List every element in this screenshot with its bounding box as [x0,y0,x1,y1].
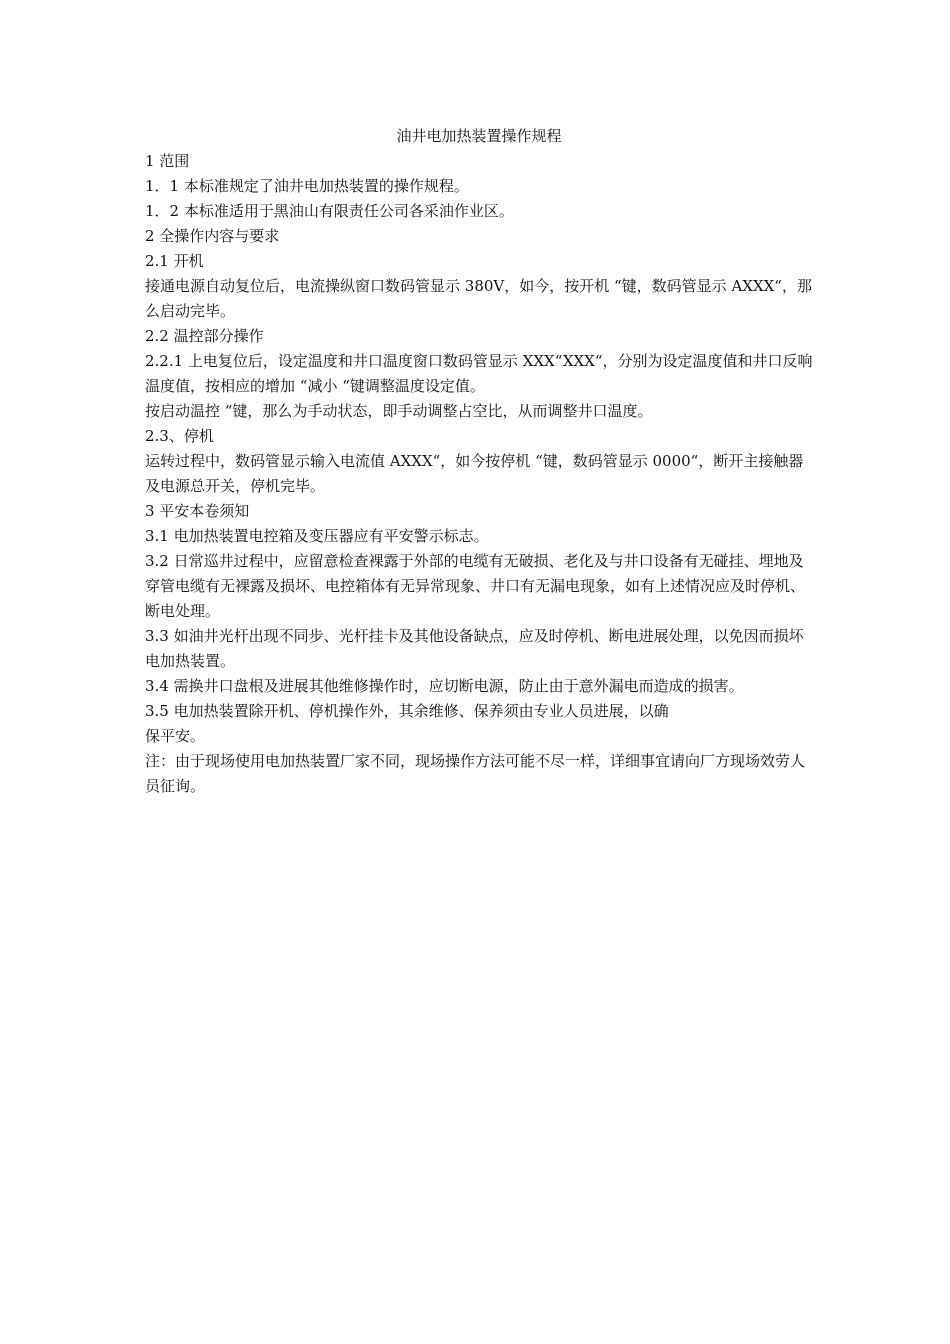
paragraph-2-2-1: 2.2.1 上电复位后，设定温度和井口温度窗口数码管显示 XXX“XXX“，分别为设定温度值和井口反响温度值，按相应的增加 “减小 “键调整温度设定值。 [145,352,813,395]
section-heading-safety: 3 平安本卷须知 [145,502,250,520]
document-page [145,124,813,799]
paragraph-3-5-continued: 保平安。 [145,727,206,745]
paragraph-note: 注：由于现场使用电加热装置厂家不同，现场操作方法可能不尽一样，详细事宜请向厂方现场效劳人员征询。 [145,752,806,795]
paragraph-1-2: 1．2 本标准适用于黑油山有限责任公司各采油作业区。 [145,202,514,220]
paragraph-3-2: 3.2 日常巡井过程中，应留意检查裸露于外部的电缆有无破损、老化及与井口设备有无碰挂、埋地及穿管电缆有无裸露及损坏、电控箱体有无异常现象、井口有无漏电现象，如有上述情况应及时停机、断电处理。 [145,552,806,620]
paragraph-startup: 接通电源自动复位后，电流操纵窗口数码管显示 380V，如今，按开机 “键，数码管显示 AXXX“，那么启动完毕。 [145,277,812,320]
paragraph-shutdown: 运转过程中，数码管显示输入电流值 AXXX“，如今按停机 “键，数码管显示 0000“，断开主接触器及电源总开关，停机完毕。 [145,452,804,495]
section-heading-scope: 1 范围 [145,152,190,170]
subsection-heading-startup: 2.1 开机 [145,252,204,270]
subsection-heading-temperature: 2.2 温控部分操作 [145,327,264,345]
paragraph-3-1: 3.1 电加热装置电控箱及变压器应有平安警示标志。 [145,527,489,545]
subsection-heading-shutdown: 2.3、停机 [145,427,214,445]
paragraph-3-4: 3.4 需换井口盘根及进展其他维修操作时，应切断电源，防止由于意外漏电而造成的损害。 [145,677,744,695]
paragraph-1-1: 1．1 本标准规定了油井电加热装置的操作规程。 [145,177,469,195]
document-title: 油井电加热装置操作规程 [396,127,562,145]
paragraph-manual-mode: 按启动温控 “键，那么为手动状态，即手动调整占空比，从而调整井口温度。 [145,402,653,420]
paragraph-3-5: 3.5 电加热装置除开机、停机操作外，其余维修、保养须由专业人员进展，以确 [145,702,669,720]
section-heading-operations: 2 全操作内容与要求 [145,227,280,245]
paragraph-3-3: 3.3 如油井光杆出现不同步、光杆挂卡及其他设备缺点，应及时停机、断电进展处理，以免因而损坏电加热装置。 [145,627,804,670]
